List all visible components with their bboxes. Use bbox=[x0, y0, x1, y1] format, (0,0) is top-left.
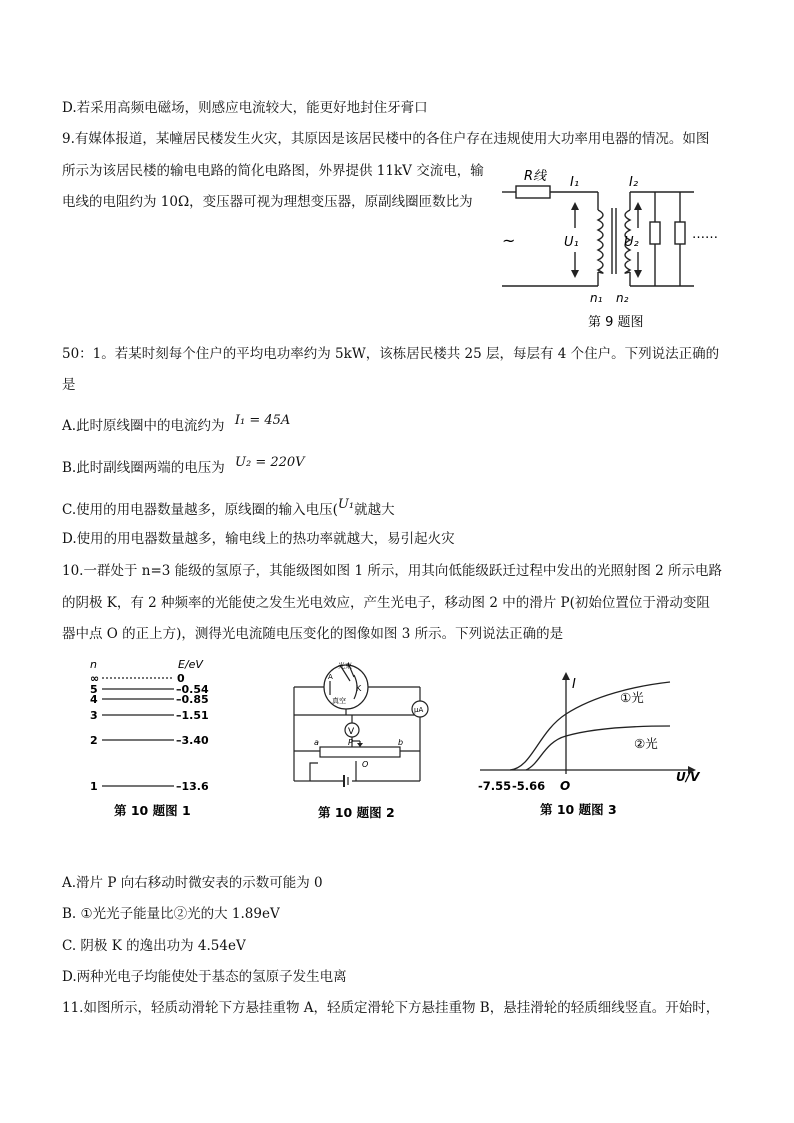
q9-stem-line3: 电线的电阻约为 10Ω，变压器可视为理想变压器，原副线圈匝数比为 bbox=[62, 194, 473, 210]
load-resistor-1 bbox=[650, 222, 660, 244]
q9-stem-line5: 是 bbox=[62, 377, 76, 393]
option-d-q8: D.若采用高频电磁场，则感应电流较大，能更好地封住牙膏口 bbox=[62, 100, 428, 116]
figure-10-1-caption: 第 10 题图 1 bbox=[114, 803, 191, 818]
x-tick-1: -7.55 bbox=[478, 779, 512, 793]
q10-option-c: C. 阴极 K 的逸出功为 4.54eV bbox=[62, 938, 246, 954]
q9-option-b bbox=[62, 456, 305, 476]
level-e-2: –3.40 bbox=[176, 734, 209, 747]
q10-option-b: B. ①光光子能量比②光的大 1.89eV bbox=[62, 906, 280, 922]
light-1-label: ①光 bbox=[620, 690, 644, 705]
voltage-u1-label: U₁ bbox=[564, 235, 579, 250]
figure-10-1-energy-levels bbox=[82, 655, 232, 825]
midpoint-o-label: O bbox=[362, 760, 369, 769]
option-formula: U₂ = 220V bbox=[235, 455, 305, 470]
origin-label: O bbox=[560, 779, 571, 793]
option-text: B.此时副线圈两端的电压为 bbox=[62, 460, 225, 476]
vacuum-label: 真空 bbox=[332, 697, 346, 705]
level-n-5: 5 bbox=[90, 683, 98, 696]
q9-option-c bbox=[62, 498, 395, 518]
cathode-label: K bbox=[356, 684, 362, 693]
q9-option-d: D.使用的用电器数量越多，输电线上的热功率就越大，易引起火灾 bbox=[62, 531, 455, 547]
resistor-line bbox=[516, 186, 550, 198]
figure-9-caption: 第 9 题图 bbox=[588, 315, 644, 330]
rheostat bbox=[320, 747, 400, 757]
q9-option-a bbox=[62, 414, 290, 434]
load-resistor-2 bbox=[675, 222, 685, 244]
slider-p-label: P bbox=[348, 738, 353, 747]
voltmeter-label: V bbox=[348, 727, 355, 737]
light-2-label: ②光 bbox=[634, 736, 658, 751]
level-n-4: 4 bbox=[90, 693, 98, 706]
q9-stem-line4: 50：1。若某时刻每个住户的平均电功率约为 5kW，该栋居民楼共 25 层，每层有 4 个住户。下列说法正确的 bbox=[62, 346, 720, 362]
option-text-end: 就越大 bbox=[354, 502, 395, 518]
q11-stem-line1: 11.如图所示，轻质动滑轮下方悬挂重物 A，轻质定滑轮下方悬挂重物 B，悬挂滑轮的轻质细线竖直。开始时， bbox=[62, 1000, 720, 1016]
x-tick-2: -5.66 bbox=[512, 779, 546, 793]
resistor-label: R线 bbox=[524, 169, 547, 184]
option-formula: I₁ = 45A bbox=[234, 413, 291, 428]
level-e-1: –13.6 bbox=[176, 780, 209, 793]
rheostat-end-a: a bbox=[314, 738, 319, 747]
level-e-5: –0.54 bbox=[176, 683, 209, 696]
q10-option-a: A.滑片 P 向右移动时微安表的示数可能为 0 bbox=[62, 875, 323, 891]
light-beam-label: 光束 bbox=[338, 662, 352, 670]
primary-coil bbox=[598, 210, 603, 273]
turns-n2-label: n₂ bbox=[616, 291, 629, 305]
figure-10-3-graph bbox=[474, 668, 714, 826]
option-formula: U₁ bbox=[337, 497, 355, 512]
q10-option-d: D.两种光电子均能使处于基态的氢原子发生电离 bbox=[62, 969, 347, 985]
more-loads-dots: …… bbox=[692, 227, 718, 242]
q9-stem-line2: 所示为该居民楼的输电电路的简化电路图，外界提供 11kV 交流电，输 bbox=[62, 163, 484, 179]
level-n-2: 2 bbox=[90, 734, 98, 747]
energy-column-header: E/eV bbox=[178, 658, 203, 671]
figure-10-2-circuit bbox=[290, 655, 440, 827]
q10-stem-line3: 器中点 O 的正上方)，测得光电流随电压变化的图像如图 3 所示。下列说法正确的是 bbox=[62, 626, 564, 642]
rheostat-end-b: b bbox=[398, 738, 404, 747]
level-n-1: 1 bbox=[90, 780, 98, 793]
voltage-u2-label: U₂ bbox=[624, 235, 639, 250]
level-e-3: –1.51 bbox=[176, 709, 209, 722]
microammeter-label: μA bbox=[414, 706, 424, 714]
level-n-3: 3 bbox=[90, 709, 98, 722]
option-text: A.此时原线圈中的电流约为 bbox=[62, 418, 225, 434]
n-column-header: n bbox=[90, 658, 97, 671]
x-axis-label: U/V bbox=[676, 770, 700, 784]
q10-stem-line1: 10.一群处于 n=3 能级的氢原子，其能级图如图 1 所示，用其向低能级跃迁过程中发出的光照射图 2 所示电路 bbox=[62, 563, 722, 579]
figure-10-3-caption: 第 10 题图 3 bbox=[540, 802, 617, 817]
current-i1-label: I₁ bbox=[570, 175, 580, 190]
current-i2-label: I₂ bbox=[629, 175, 639, 190]
figure-9-circuit bbox=[498, 160, 738, 335]
q10-stem-line2: 的阴极 K，有 2 种频率的光能使之发生光电效应，产生光电子，移动图 2 中的滑片 P(初始位置位于滑动变阻 bbox=[62, 595, 710, 611]
figure-10-2-caption: 第 10 题图 2 bbox=[318, 805, 395, 820]
ac-source-symbol: ~ bbox=[502, 231, 516, 250]
level-n-inf: ∞ bbox=[90, 672, 100, 685]
y-axis-label: I bbox=[572, 677, 576, 692]
level-e-4: –0.85 bbox=[176, 693, 209, 706]
phototube bbox=[324, 665, 368, 709]
level-e-inf: 0 bbox=[177, 672, 185, 685]
option-text: C.使用的用电器数量越多，原线圈的输入电压( bbox=[62, 502, 338, 518]
q9-stem-line1: 9.有媒体报道，某幢居民楼发生火灾，其原因是该居民楼中的各住户存在违规使用大功率用电器的情况。如图 bbox=[62, 131, 710, 147]
anode-label: A bbox=[328, 673, 333, 681]
turns-n1-label: n₁ bbox=[590, 291, 603, 305]
